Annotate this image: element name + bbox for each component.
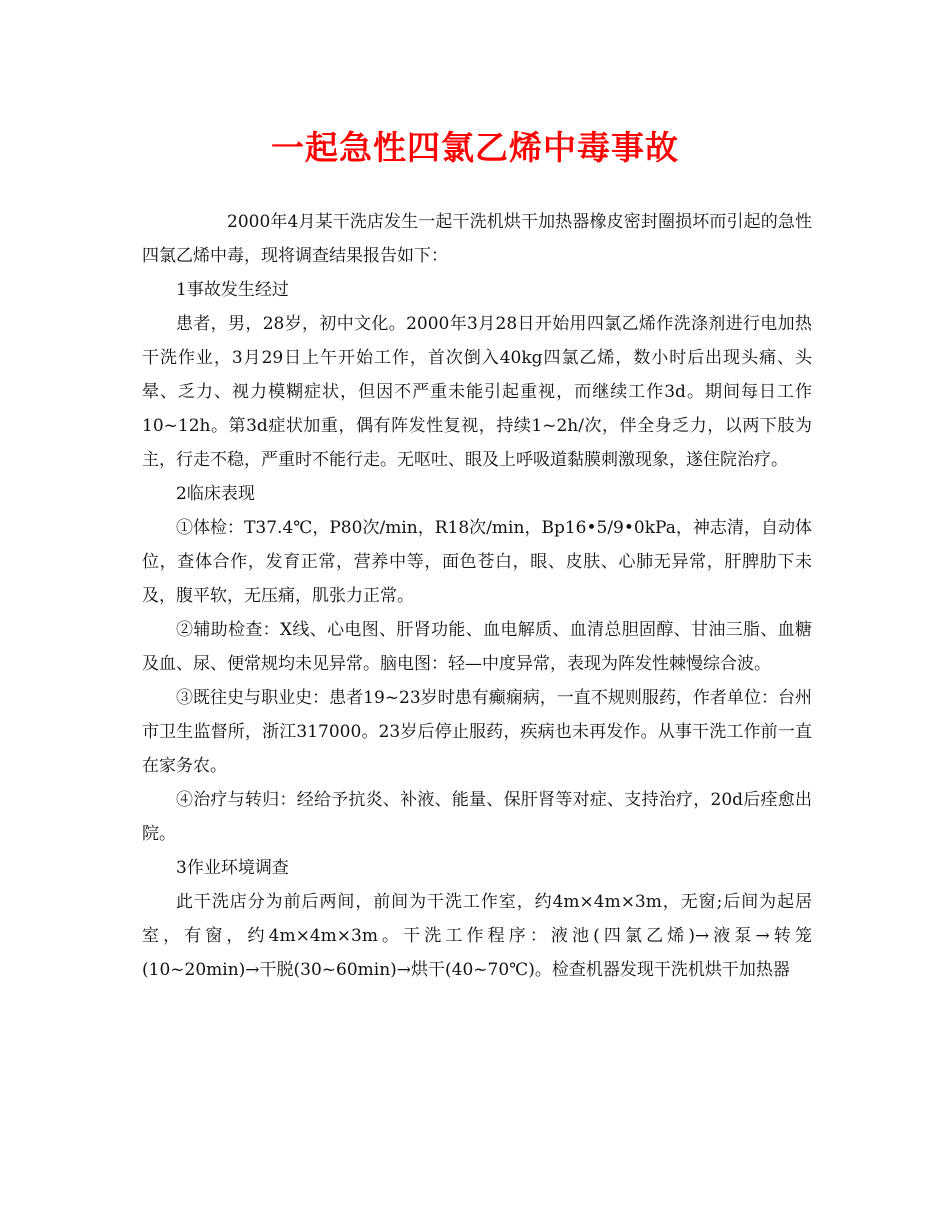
- paragraph-history: ③既往史与职业史：患者19~23岁时患有癫痫病，一直不规则服药，作者单位：台州市卫生监督所，浙江317000。23岁后停止服药，疾病也未再发作。从事干洗工作前一直在家务农。: [142, 688, 812, 776]
- intro-paragraph: 2000年4月某干洗店发生一起干洗机烘干加热器橡皮密封圈损坏而引起的急性四氯乙烯中毒，现将调查结果报告如下：: [142, 212, 812, 266]
- document-title: 一起急性四氯乙烯中毒事故: [271, 128, 679, 167]
- section-heading-environment: 3作业环境调查: [176, 858, 289, 878]
- paragraph-auxiliary-exam: ②辅助检查：X线、心电图、肝肾功能、血电解质、血清总胆固醇、甘油三脂、血糖及血、尿、便常规均未见异常。脑电图：轻—中度异常，表现为阵发性棘慢综合波。: [142, 620, 812, 674]
- section-heading-accident: 1事故发生经过: [176, 280, 289, 300]
- paragraph-environment: 此干洗店分为前后两间，前间为干洗工作室，约4m×4m×3m，无窗;后间为起居室，有窗，约4m×4m×3m。干洗工作程序：液池(四氯乙烯)→液泵→转笼(10~20min)→干脱(30~60min)→烘干(40~70℃)。检查机器发现干洗机烘干加热器: [142, 892, 812, 980]
- document-body: [142, 205, 812, 987]
- paragraph-accident-details: 患者，男，28岁，初中文化。2000年3月28日开始用四氯乙烯作洗涤剂进行电加热干洗作业，3月29日上午开始工作，首次倒入40kg四氯乙烯，数小时后出现头痛、头晕、乏力、视力模糊症状，但因不严重未能引起重视，而继续工作3d。期间每日工作10~12h。第3d症状加重，偶有阵发性复视，持续1~2h/次，伴全身乏力，以两下肢为主，行走不稳，严重时不能行走。无呕吐、眼及上呼吸道黏膜刺激现象，遂住院治疗。: [142, 314, 812, 470]
- paragraph-treatment: ④治疗与转归：经给予抗炎、补液、能量、保肝肾等对症、支持治疗，20d后痊愈出院。: [142, 790, 812, 844]
- section-heading-clinical: 2临床表现: [176, 484, 255, 504]
- paragraph-physical-exam: ①体检：T37.4℃，P80次/min，R18次/min，Bp16•5/9•0kPa，神志清，自动体位，查体合作，发育正常，营养中等，面色苍白，眼、皮肤、心肺无异常，肝脾肋下未及，腹平软，无压痛，肌张力正常。: [142, 518, 812, 606]
